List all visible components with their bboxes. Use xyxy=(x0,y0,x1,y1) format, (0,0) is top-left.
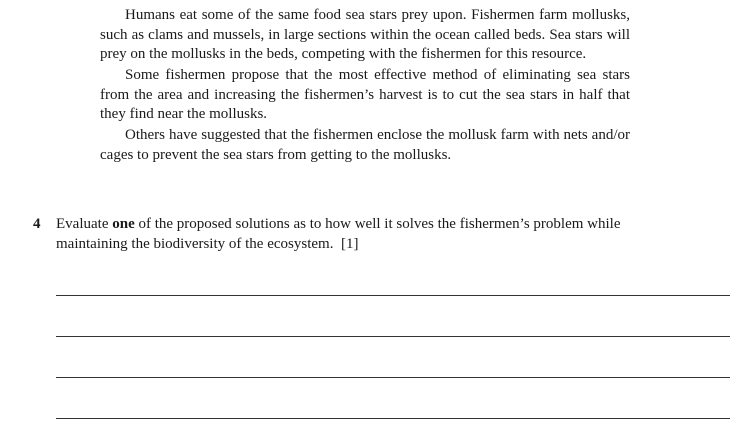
question-text xyxy=(56,214,693,254)
answer-line-2[interactable] xyxy=(56,336,730,337)
answer-line-4[interactable] xyxy=(56,418,730,419)
passage-paragraph-1: Humans eat some of the same food sea stars prey upon. Fishermen farm mollusks, such as clams and mussels, in large sections within the ocean called beds. Sea stars will prey on the mollusks in the beds, competing with the fishermen for this resource. xyxy=(100,7,630,62)
question-marks: [1] xyxy=(340,236,359,252)
reading-passage xyxy=(100,6,630,167)
question-4 xyxy=(33,214,693,254)
question-text-end: of the proposed solutions as to how well it solves the fishermen’s problem while maintaining the biodiversity of the ecosystem. xyxy=(56,216,621,252)
answer-line-1[interactable] xyxy=(56,295,730,296)
passage-paragraph-3: Others have suggested that the fishermen enclose the mollusk farm with nets and/or cages to prevent the sea stars from getting to the mollusks. xyxy=(100,127,630,163)
question-text-start: Evaluate xyxy=(56,216,113,232)
answer-line-3[interactable] xyxy=(56,377,730,378)
question-emphasis: one xyxy=(112,216,135,232)
passage-paragraph-2: Some fishermen propose that the most effective method of eliminating sea stars from the area and increasing the fishermen’s harvest is to cut the sea stars in half that they find near the mollusks. xyxy=(100,67,630,122)
question-number: 4 xyxy=(33,216,41,232)
